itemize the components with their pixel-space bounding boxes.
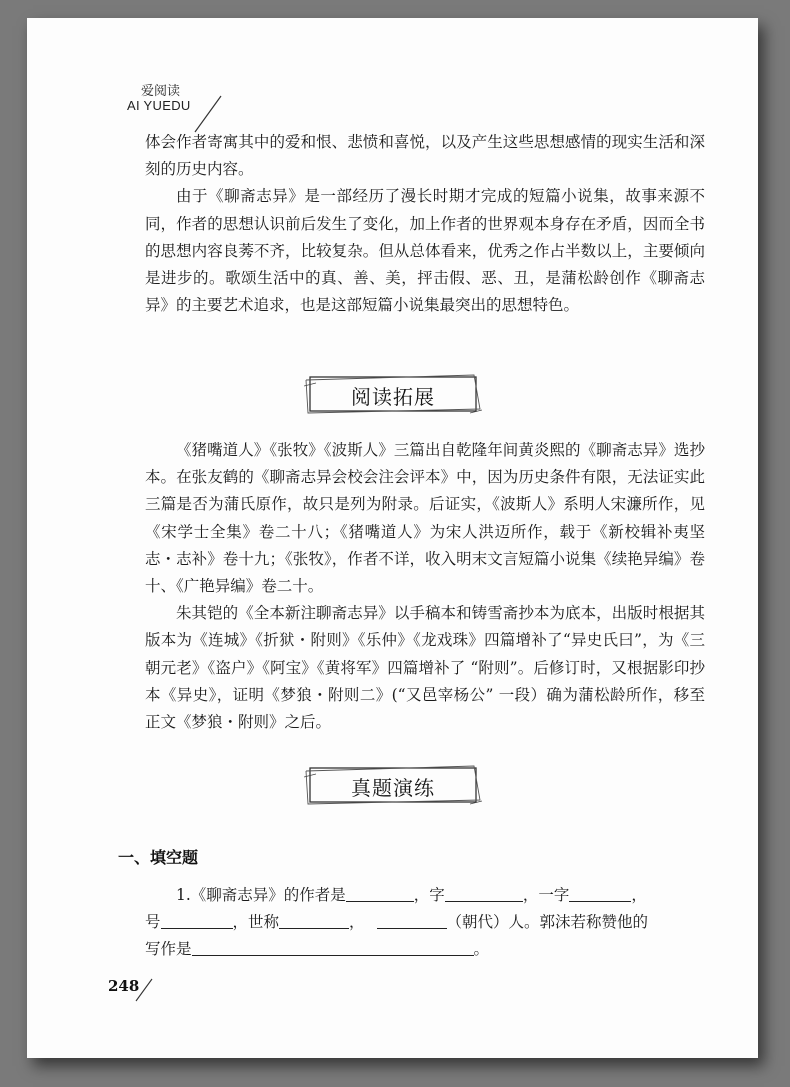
answer-blank[interactable]	[377, 911, 447, 929]
reading-extension-text	[145, 437, 705, 736]
reading-paragraph-1: 《猪嘴道人》《张牧》《波斯人》三篇出自乾隆年间黄炎熙的《聊斋志异》选抄本。在张友鹤的《聊斋志异会校会注会评本》中，因为历史条件有限，无法证实此三篇是否为蒲氏原作，故只是列为附录。后证实，《波斯人》系明人宋濂所作，见《宋学士全集》卷二十八；《猪嘴道人》为宋人洪迈所作，载于《新校辑补夷坚志・志补》卷十九；《张牧》，作者不详，收入明末文言短篇小说集《续艳异编》卷十、《广艳异编》卷二十。	[145, 441, 705, 596]
book-page	[27, 18, 758, 1058]
question-text: 写作是	[145, 940, 192, 959]
question-text: ，	[631, 886, 647, 904]
question-1	[145, 882, 705, 964]
question-text: ，世称	[232, 913, 280, 932]
section-title: 阅读拓展	[351, 385, 435, 409]
page-footer	[108, 975, 168, 1005]
question-text: 。	[473, 940, 490, 959]
question-text: 号	[145, 913, 161, 932]
intro-paragraph-2: 由于《聊斋志异》是一部经历了漫长时期才完成的短篇小说集，故事来源不同，作者的思想认识前后发生了变化，加上作者的世界观本身存在矛盾，因而全书的思想内容良莠不齐，比较复杂。但从总体看来，优秀之作占半数以上，主要倾向是进步的。歌颂生活中的真、善、美，抨击假、恶、丑，是蒲松龄创作《聊斋志异》的主要艺术追求，也是这部短篇小说集最突出的思想特色。	[145, 187, 705, 315]
reading-paragraph-2: 朱其铠的《全本新注聊斋志异》以手稿本和铸雪斋抄本为底本，出版时根据其版本为《连城》《折狱・附则》《乐仲》《龙戏珠》四篇增补了“异史氏曰”，为《三朝元老》《盗户》《阿宝》《黄将军》四篇增补了 “附则”。后修订时，又根据影印抄本《异史》，证明《梦狼・附则二》(“又邑宰杨公” 一段）确为蒲松龄所作，移至正文《梦狼・附则》之后。	[145, 604, 705, 732]
page-number: 248	[108, 977, 140, 995]
question-text: ，	[349, 913, 365, 932]
section-heading-exercises	[304, 763, 482, 807]
answer-blank[interactable]	[346, 884, 414, 902]
question-text: ，字	[413, 886, 445, 904]
intro-text	[145, 129, 705, 319]
answer-blank[interactable]	[192, 938, 474, 956]
intro-paragraph-1: 体会作者寄寓其中的爱和恨、悲愤和喜悦，以及产生这些思想感情的现实生活和深刻的历史内容。	[145, 133, 705, 179]
footer-slash-icon	[108, 975, 168, 1005]
question-text: （朝代）人。郭沫若称赞他的	[446, 913, 649, 932]
question-text: ，一字	[522, 886, 570, 904]
answer-blank[interactable]	[445, 884, 523, 902]
answer-blank[interactable]	[279, 911, 349, 929]
header-title-cn: 爱阅读	[141, 84, 181, 99]
section-heading-reading	[304, 372, 482, 416]
question-text: 1.《聊斋志异》的作者是	[176, 886, 346, 904]
section-title: 真题演练	[351, 776, 435, 800]
answer-blank[interactable]	[161, 911, 233, 929]
answer-blank[interactable]	[569, 884, 631, 902]
fill-in-blank-heading: 一、填空题	[118, 848, 199, 867]
header-title-en: AI YUEDU	[127, 98, 191, 113]
